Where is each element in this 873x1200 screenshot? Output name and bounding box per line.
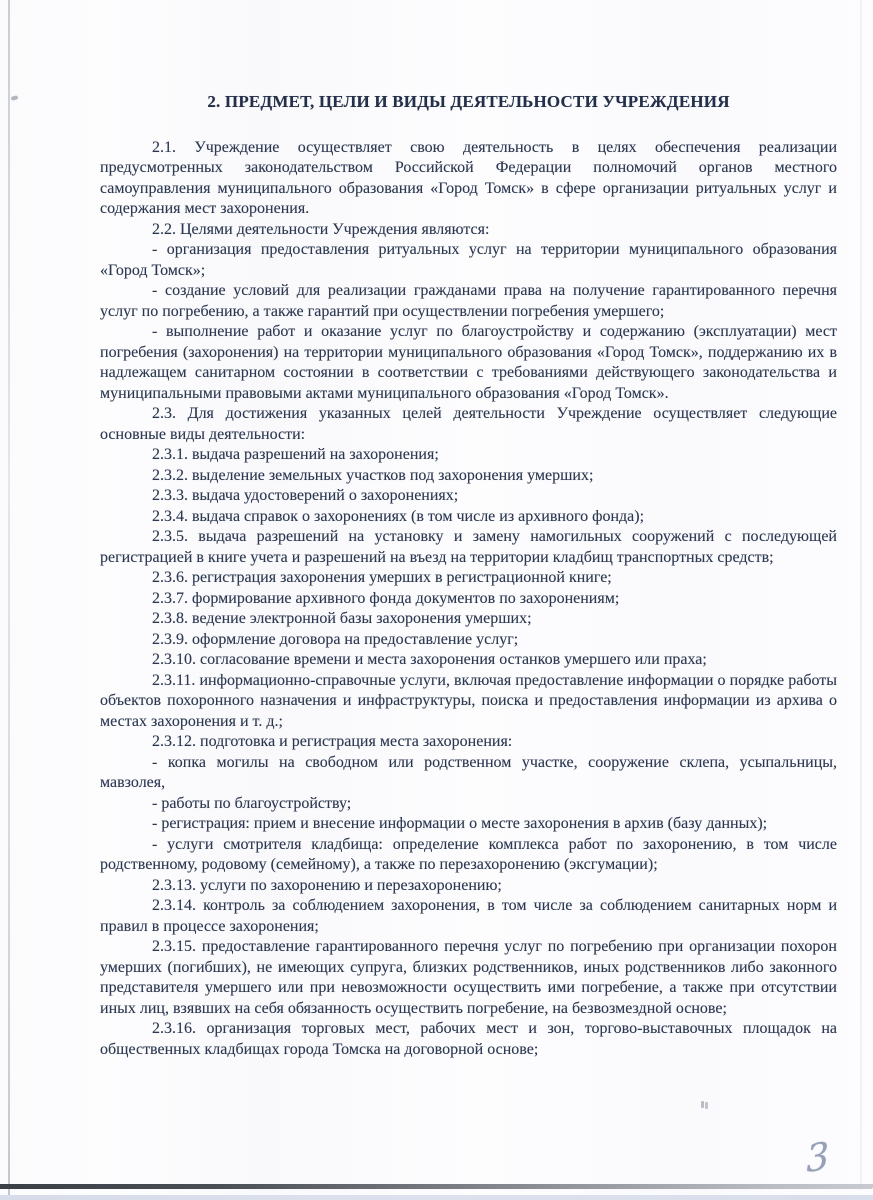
sub-bullet-grave-digging: - копка могилы на свободном или родственном участке, сооружение склепа, усыпальницы, мавзолея, bbox=[100, 753, 837, 791]
activity-2-3-16: 2.3.16. организация торговых мест, рабочих мест и зон, торгово-выставочных площадок на общественных кладбищах города Томска на договорной основе; bbox=[100, 1020, 837, 1058]
page-bottom-edge bbox=[0, 1184, 873, 1189]
scan-speck bbox=[11, 95, 19, 101]
handwritten-page-number: 3 bbox=[805, 1133, 831, 1182]
paragraph-2-2: 2.2. Целями деятельности Учреждения являются: bbox=[152, 220, 490, 238]
activity-2-3-14: 2.3.14. контроль за соблюдением захоронения, в том числе за соблюдением санитарных норм и правил в процессе захоронения; bbox=[100, 897, 837, 935]
page-left-edge-line bbox=[8, 0, 10, 1196]
activity-2-3-5: 2.3.5. выдача разрешений на установку и замену намогильных сооружений с последующей регистрацией в книге учета и разрешений на въезд на территории кладбищ транспортных средств; bbox=[100, 528, 837, 566]
activity-2-3-4: 2.3.4. выдача справок о захоронениях (в том числе из архивного фонда); bbox=[152, 507, 645, 525]
activity-2-3-3: 2.3.3. выдача удостоверений о захоронениях; bbox=[152, 487, 459, 504]
sub-bullet-registration: - регистрация: прием и внесение информации о месте захоронения в архив (базу данных); bbox=[152, 815, 768, 832]
activity-2-3-11: 2.3.11. информационно-справочные услуги, включая предоставление информации о порядке работы объектов похоронного назначения и инфраструктуры, поиска и предоставления информации из архива о местах захоронения и т. д.; bbox=[100, 671, 837, 730]
activity-2-3-6: 2.3.6. регистрация захоронения умерших в регистрационной книге; bbox=[152, 569, 612, 586]
scan-speck bbox=[701, 1101, 704, 1108]
goal-bullet-1: - организация предоставления ритуальных услуг на территории муниципального образования «Город Томск»; bbox=[100, 241, 837, 279]
section-title: 2. ПРЕДМЕТ, ЦЕЛИ И ВИДЫ ДЕЯТЕЛЬНОСТИ УЧРЕЖДЕНИЯ bbox=[207, 92, 730, 111]
document-body bbox=[100, 92, 837, 1060]
goal-bullet-3: - выполнение работ и оказание услуг по благоустройству и содержанию (эксплуатации) мест погребения (захоронения) на территории муниципального образования «Город Томск», поддержанию их в надлежащем санитарном состоянии в соответствии с требованиями действующего законодательства и муниципальными правовыми актами муниципального образования «Город Томск». bbox=[100, 323, 837, 402]
activity-2-3-13: 2.3.13. услуги по захоронению и перезахоронению; bbox=[152, 876, 502, 894]
paragraph-2-1: 2.1. Учреждение осуществляет свою деятельность в целях обеспечения реализации предусмотренных законодательством Российской Федерации полномочий органов местного самоуправления муниципального образования «Город Томск» в сфере организации ритуальных услуг и содержания мест захоронения. bbox=[100, 138, 837, 217]
sub-bullet-landscaping: - работы по благоустройству; bbox=[152, 794, 352, 812]
activity-2-3-8: 2.3.8. ведение электронной базы захоронения умерших; bbox=[152, 610, 532, 627]
activity-2-3-12: 2.3.12. подготовка и регистрация места захоронения: bbox=[152, 733, 513, 750]
sub-bullet-caretaker: - услуги смотрителя кладбища: определение комплекса работ по захоронению, в том числе родственному, родовому (семейному), а также по перезахоронению (эксгумации); bbox=[100, 835, 837, 873]
paragraph-2-3: 2.3. Для достижения указанных целей деятельности Учреждение осуществляет следующие основные виды деятельности: bbox=[100, 405, 837, 443]
activity-2-3-2: 2.3.2. выделение земельных участков под захоронения умерших; bbox=[152, 466, 594, 484]
activity-2-3-7: 2.3.7. формирование архивного фонда документов по захоронениям; bbox=[152, 589, 620, 607]
activity-2-3-9: 2.3.9. оформление договора на предоставление услуг; bbox=[152, 630, 519, 648]
page-right-edge-line bbox=[860, 0, 862, 1190]
activity-2-3-15: 2.3.15. предоставление гарантированного перечня услуг по погребению при организации похорон умерших (погибших), не имеющих супруга, близких родственников, иных родственников либо законного представителя умершего или при невозможности осуществить ими погребение, а также при отсутствии иных лиц, взявших на себя обязанность осуществить погребение, на безвозмездной основе; bbox=[100, 938, 837, 1017]
activity-2-3-10: 2.3.10. согласование времени и места захоронения останков умершего или праха; bbox=[152, 651, 707, 668]
scanner-bed-strip bbox=[0, 1195, 873, 1200]
activity-2-3-1: 2.3.1. выдача разрешений на захоронения; bbox=[152, 446, 439, 463]
goal-bullet-2: - создание условий для реализации гражданами права на получение гарантированного перечня услуг по погребению, а также гарантий при осуществлении погребения умершего; bbox=[100, 282, 837, 320]
